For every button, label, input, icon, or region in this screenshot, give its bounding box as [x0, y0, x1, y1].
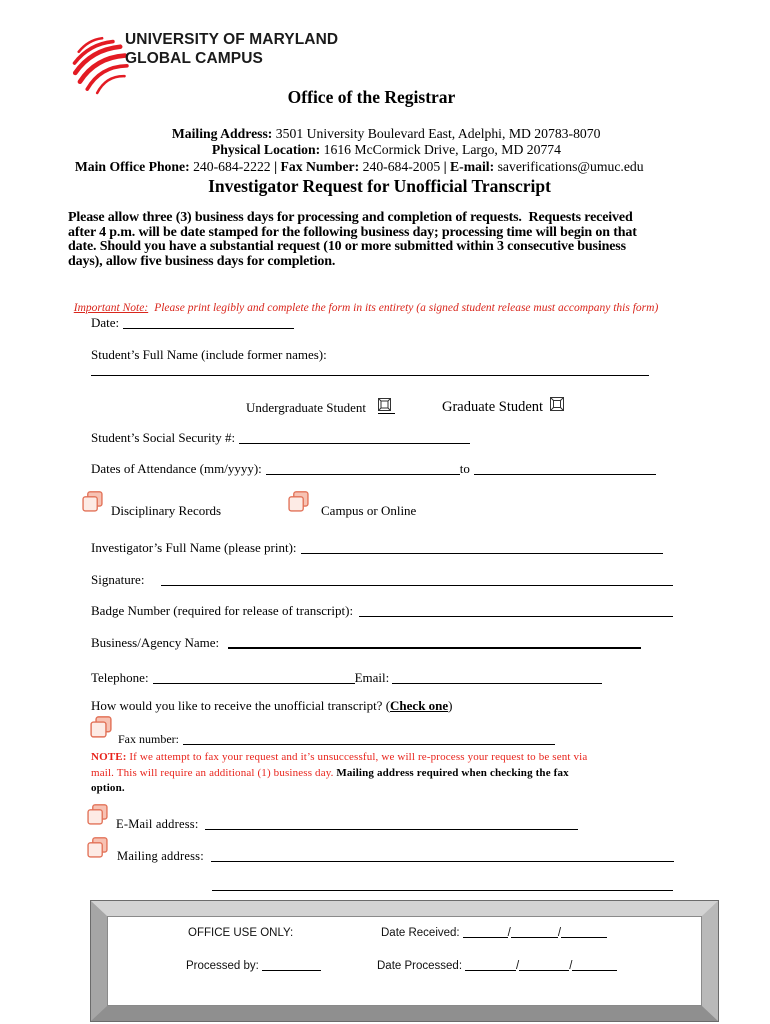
badge-field[interactable] — [359, 616, 673, 617]
fax-note-line-1 — [91, 750, 587, 765]
date-received-label: Date Received: — [381, 927, 460, 939]
delivery-question-text: How would you like to receive the unofficial transcript? ( — [91, 698, 391, 713]
fax-number-label: Fax number: — [118, 732, 179, 746]
note-text: mail. This will require an additional (1) business day. — [91, 767, 334, 779]
note-mailing-required: option. — [91, 782, 125, 794]
date-label: Date: — [91, 315, 120, 330]
logo-wordmark-line2: GLOBAL CAMPUS — [125, 50, 263, 67]
date-row — [91, 315, 294, 331]
telephone-label: Telephone: — [91, 670, 149, 685]
signature-field[interactable] — [161, 585, 673, 586]
mailing-address-field-label: Mailing address: — [117, 849, 204, 863]
agency-field[interactable] — [228, 647, 641, 649]
campus-online-checkbox-icon[interactable] — [288, 491, 309, 512]
umgc-logo — [64, 18, 122, 78]
processed-by-label: Processed by: — [186, 960, 259, 972]
separator: | — [274, 159, 278, 174]
attendance-to-field[interactable] — [474, 474, 656, 475]
signature-label: Signature: — [91, 572, 145, 587]
mailing-address-field-line-2[interactable] — [212, 890, 673, 891]
fax-row — [118, 731, 555, 747]
delivery-question — [91, 698, 453, 714]
important-note — [68, 287, 658, 315]
student-name-label: Student’s Full Name (include former names): — [91, 347, 327, 362]
physical-location-value: 1616 McCormick Drive, Largo, MD 20774 — [323, 142, 561, 157]
physical-location-label: Physical Location: — [211, 142, 321, 157]
email-delivery-checkbox-icon[interactable] — [87, 804, 108, 825]
logo-wordmark-line1: UNIVERSITY OF MARYLAND — [125, 31, 339, 48]
office-heading: Office of the Registrar — [287, 87, 456, 107]
fax-number-field[interactable] — [183, 744, 555, 745]
instructions-line: after 4 p.m. will be date stamped for the following business day; processing time will begin on that — [68, 224, 637, 240]
processed-by-field[interactable] — [262, 970, 321, 971]
fax-checkbox-icon[interactable] — [90, 716, 112, 738]
check-one-emphasis: Check one — [390, 698, 449, 713]
agency-label: Business/Agency Name: — [91, 635, 220, 650]
undergraduate-underline — [378, 413, 395, 414]
signature-row — [91, 572, 673, 588]
phone-label: Main Office Phone: — [74, 159, 190, 174]
note-text: If we attempt to fax your request and it’s unsuccessful, we will re-process your request to be sent via — [129, 751, 588, 763]
date-processed-day-field[interactable] — [519, 970, 569, 971]
investigator-name-label: Investigator’s Full Name (please print): — [91, 540, 297, 555]
graduate-checkbox-icon[interactable] — [550, 397, 564, 411]
contact-line — [68, 143, 644, 175]
fax-value: 240-684-2005 — [362, 159, 441, 174]
instructions-line: days), allow five business days for completion. — [68, 253, 336, 269]
instructions-line: Please allow three (3) business days for processing and completion of requests. Requests received — [68, 210, 633, 225]
mailing-address-value: 3501 University Boulevard East, Adelphi, MD 20783-8070 — [275, 126, 601, 141]
office-use-box — [91, 901, 718, 1021]
email-label: Email: — [354, 670, 390, 685]
attendance-to-label: to — [459, 461, 470, 476]
badge-label: Badge Number (required for release of transcript): — [91, 603, 354, 618]
important-note-text: Please print legibly and complete the form in its entirety (a signed student release must accompany this form) — [154, 302, 659, 314]
email-address-label: E-Mail address: — [116, 817, 199, 831]
campus-online-label: Campus or Online — [321, 503, 417, 518]
email-address-field[interactable] — [205, 829, 579, 830]
graduate-label: Graduate Student — [442, 399, 544, 415]
undergraduate-checkbox-icon[interactable] — [378, 398, 391, 411]
telephone-row — [91, 670, 602, 686]
phone-value: 240-684-2222 — [193, 159, 271, 174]
disciplinary-checkbox-icon[interactable] — [82, 491, 103, 512]
date-separator: / — [507, 927, 511, 939]
investigator-name-row — [91, 540, 663, 556]
investigator-name-field[interactable] — [301, 553, 663, 554]
form-title: Investigator Request for Unofficial Transcript — [208, 176, 551, 196]
mail-delivery-row — [117, 848, 674, 864]
email-delivery-row — [116, 816, 578, 832]
date-separator: / — [516, 960, 520, 972]
attendance-row — [91, 461, 656, 477]
agency-row — [91, 635, 641, 651]
email-value[interactable]: saverifications@umuc.edu — [497, 159, 644, 174]
note-label: NOTE: — [91, 751, 127, 763]
date-received-month-field[interactable] — [463, 937, 508, 938]
delivery-question-close: ) — [448, 698, 453, 713]
fax-label: Fax Number: — [280, 159, 360, 174]
ssn-field[interactable] — [239, 443, 470, 444]
disciplinary-label: Disciplinary Records — [111, 503, 222, 518]
fax-note-line-2 — [91, 766, 569, 781]
telephone-field[interactable] — [153, 683, 355, 684]
date-received-year-field[interactable] — [561, 937, 607, 938]
attendance-from-field[interactable] — [266, 474, 460, 475]
important-note-label: Important Note: — [73, 302, 149, 314]
separator: | — [443, 159, 447, 174]
undergraduate-label: Undergraduate Student — [246, 400, 366, 415]
fax-note-line-3 — [91, 781, 125, 796]
date-separator: / — [569, 960, 573, 972]
mailing-address-field[interactable] — [211, 861, 674, 862]
date-received-row — [381, 926, 607, 940]
student-name-field[interactable] — [91, 375, 649, 376]
date-processed-label: Date Processed: — [377, 960, 463, 972]
instructions-line: date. Should you have a substantial request (10 or more submitted within 3 consecutive business — [68, 239, 626, 255]
mail-delivery-checkbox-icon[interactable] — [87, 837, 108, 858]
date-separator: / — [557, 927, 562, 939]
date-field[interactable] — [123, 328, 294, 329]
instructions-paragraph — [68, 211, 637, 269]
mailing-address-label: Mailing Address: — [171, 126, 273, 141]
processed-by-row — [186, 959, 321, 973]
attendance-label: Dates of Attendance (mm/yyyy): — [91, 461, 262, 476]
note-mailing-required: Mailing address required when checking the fax — [336, 767, 569, 779]
date-received-day-field[interactable] — [511, 937, 558, 938]
date-processed-row — [377, 959, 617, 973]
office-use-heading: OFFICE USE ONLY: — [188, 927, 294, 939]
date-processed-month-field[interactable] — [465, 970, 516, 971]
date-processed-year-field[interactable] — [572, 970, 617, 971]
ssn-label: Student’s Social Security #: — [91, 430, 236, 445]
badge-row — [91, 603, 673, 619]
ssn-row — [91, 430, 470, 446]
email-label: E-mail: — [450, 159, 495, 174]
email-field[interactable] — [392, 683, 602, 684]
